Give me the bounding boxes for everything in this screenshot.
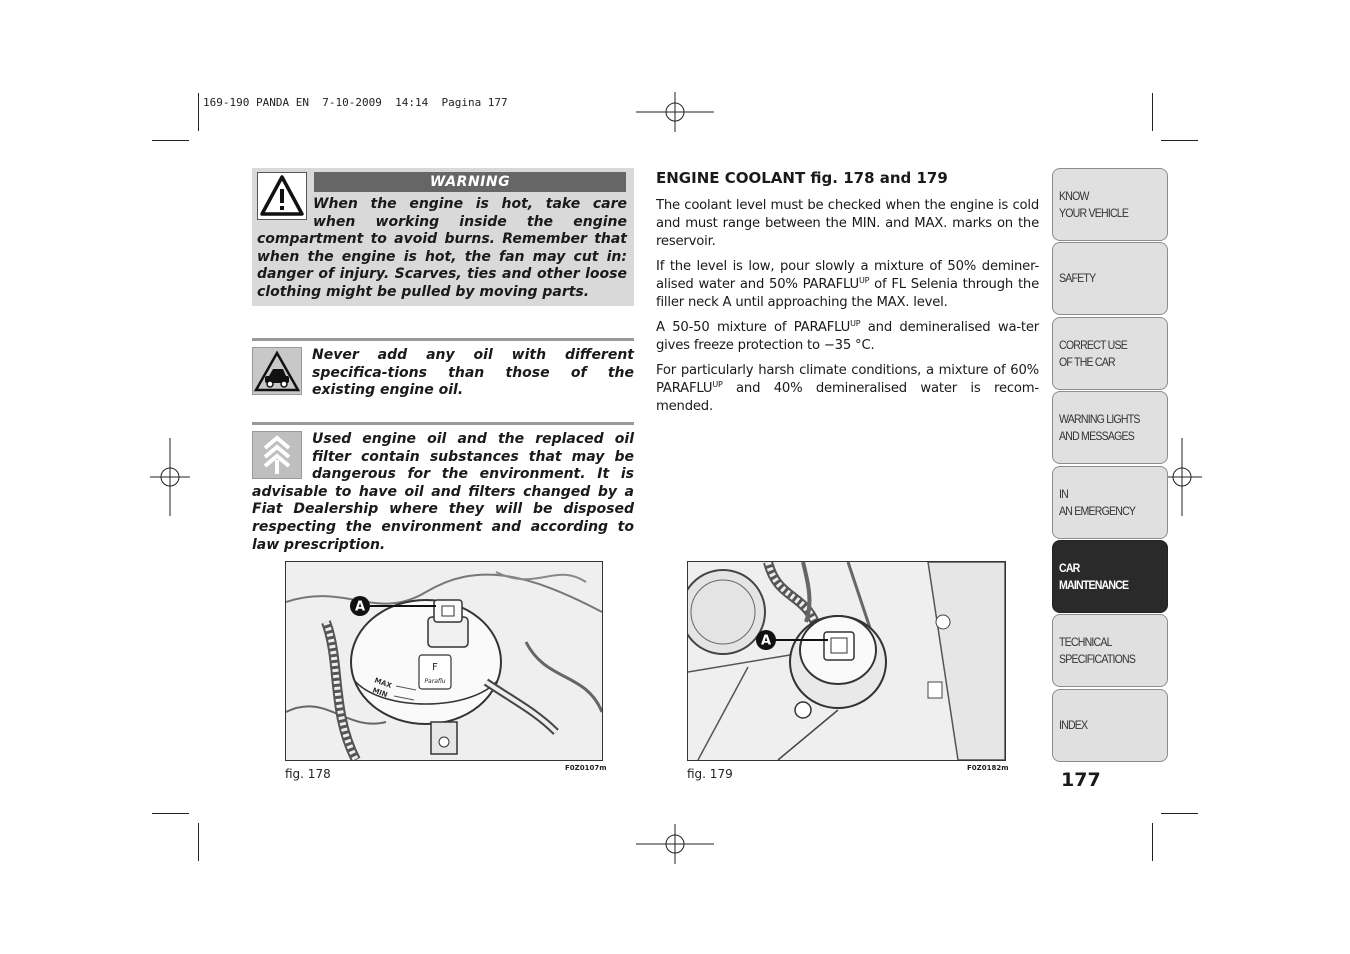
registration-mark-top bbox=[636, 92, 714, 132]
oil-note-text: Never add any oil with different specifica-tions than those of the existing engine oil. bbox=[312, 347, 634, 399]
car-caution-icon bbox=[252, 347, 302, 395]
tab-label: WARNING LIGHTS AND MESSAGES bbox=[1059, 411, 1140, 443]
print-slug: 169-190 PANDA EN bbox=[203, 96, 309, 109]
paragraph-topping-up: If the level is low, pour slowly a mixture of 50% deminer-alised water and 50% $PARAFLU^{UP}$ of FL Selenia through the filler neck A until approaching the MAX. level. bbox=[656, 259, 1039, 310]
tab-label: IN AN EMERGENCY bbox=[1059, 486, 1136, 518]
tab-warning-lights-and-messages[interactable] bbox=[1052, 391, 1168, 464]
svg-text:MIN: MIN bbox=[371, 686, 389, 700]
page-number: 177 bbox=[1061, 769, 1101, 791]
tab-correct-use-of-the-car[interactable] bbox=[1052, 317, 1168, 390]
engine-coolant-section bbox=[656, 168, 1039, 423]
svg-text:A: A bbox=[354, 599, 366, 615]
svg-text:A: A bbox=[760, 633, 772, 649]
figure-178-code: F0Z0107m bbox=[565, 764, 607, 772]
paragraph-check-level: The coolant level must be checked when the engine is cold and must range between the MIN. and MAX. marks on the reservoir. bbox=[656, 198, 1039, 249]
tab-safety[interactable] bbox=[1052, 242, 1168, 315]
figure-179-code: F0Z0182m bbox=[967, 764, 1009, 772]
environment-note-text: Used engine oil and the replaced oil filter contain substances that may be dangerous for the environment. It is advisable to have oil and filters changed by a Fiat Dealership where they will be disposed respecting the environment and according to law prescription. bbox=[252, 431, 634, 553]
tab-technical-specifications[interactable] bbox=[1052, 614, 1168, 687]
tab-in-an-emergency[interactable] bbox=[1052, 466, 1168, 539]
paragraph-freeze-protection: A 50-50 mixture of $PARAFLU^{UP}$ and demineralised wa-ter gives freeze protection to −35 °C. bbox=[656, 319, 1039, 353]
registration-mark-left bbox=[150, 438, 190, 516]
environment-note bbox=[252, 422, 634, 554]
warning-text: When the engine is hot, take care when working inside the engine compartment to avoid burns. Remember that when the engine is hot, the fan may cut in: danger of injury. Scarves, ties and other loose clothing might be pulled by moving parts. bbox=[257, 196, 627, 300]
registration-mark-bottom bbox=[636, 824, 714, 864]
registration-mark-right bbox=[1162, 438, 1202, 516]
oil-specification-note bbox=[252, 338, 634, 400]
warning-title: WARNING bbox=[314, 172, 626, 192]
tab-car-maintenance[interactable] bbox=[1052, 540, 1168, 613]
figure-178-caption: fig. 178 bbox=[285, 767, 331, 781]
tab-label: CORRECT USE OF THE CAR bbox=[1059, 337, 1127, 369]
tab-label: INDEX bbox=[1059, 718, 1088, 732]
figure-178-coolant-reservoir bbox=[285, 561, 603, 761]
section-title: ENGINE COOLANT fig. 178 and 179 bbox=[656, 169, 948, 187]
tab-label: KNOW YOUR VEHICLE bbox=[1059, 188, 1129, 220]
print-slug-header bbox=[203, 96, 508, 109]
figure-179-filler-neck bbox=[687, 561, 1006, 761]
svg-text:F: F bbox=[432, 662, 438, 673]
figure-reference: fig. 178 and 179 bbox=[810, 169, 948, 187]
figure-179-caption: fig. 179 bbox=[687, 767, 733, 781]
print-time: 14:14 bbox=[395, 96, 429, 109]
tab-label: TECHNICAL SPECIFICATIONS bbox=[1059, 634, 1136, 666]
environment-tree-icon bbox=[252, 431, 302, 479]
svg-text:Paraflu: Paraflu bbox=[424, 678, 446, 685]
tab-know-your-vehicle[interactable] bbox=[1052, 168, 1168, 241]
tab-label: SAFETY bbox=[1059, 271, 1096, 285]
tab-label: CAR MAINTENANCE bbox=[1059, 560, 1129, 592]
warning-box bbox=[252, 168, 634, 306]
paragraph-harsh-climate: For particularly harsh climate conditions, a mixture of 60% $PARAFLU^{UP}$ and 40% demineralised water is recom-mended. bbox=[656, 363, 1039, 414]
svg-text:MAX: MAX bbox=[373, 676, 393, 690]
tab-index[interactable] bbox=[1052, 689, 1168, 762]
print-page: Pagina 177 bbox=[441, 96, 508, 109]
print-date: 7-10-2009 bbox=[322, 96, 382, 109]
